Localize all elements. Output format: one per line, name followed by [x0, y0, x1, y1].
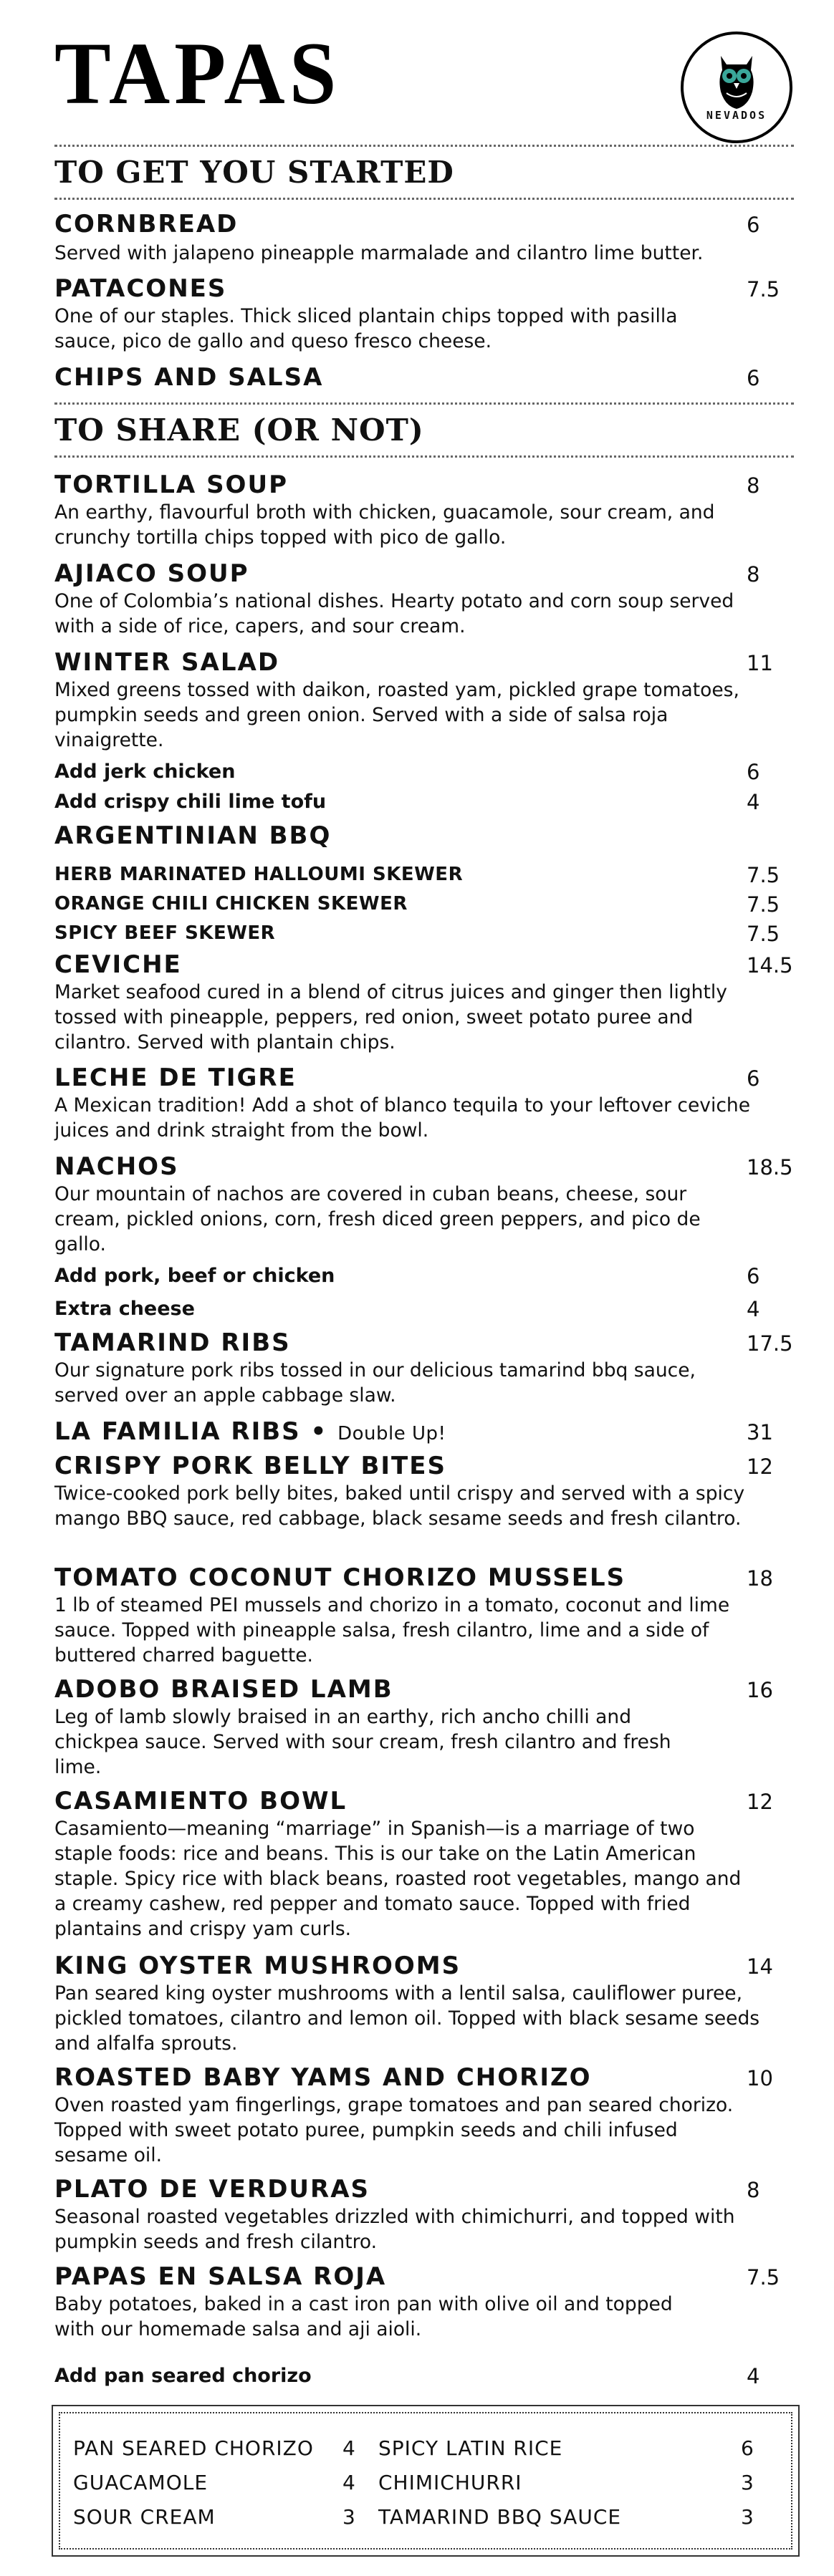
item-name: WINTER SALAD [54, 648, 280, 677]
item-name: TAMARIND RIBS [54, 1328, 291, 1357]
item-desc: Leg of lamb slowly braised in an earthy, rich ancho chilli and chickpea sauce. Served with sour cream, fresh cilantro and fresh lime. [54, 1706, 671, 1778]
item-desc: Served with jalapeno pineapple marmalade and cilantro lime butter. [54, 242, 704, 264]
item-price: 6 [747, 366, 760, 390]
item-desc: One of Colombia’s national dishes. Hearty potato and corn soup served with a side of rice, capers, and sour cream. [54, 590, 734, 637]
item-desc: Market seafood cured in a blend of citrus juices and ginger then lightly tossed with pineapple, peppers, red onion, sweet potato puree and cilantro. Served with plantain chips. [54, 981, 727, 1053]
addon-name: Add pan seared chorizo [54, 2365, 312, 2387]
item-price: 18 [747, 1566, 773, 1591]
item-desc: An earthy, flavourful broth with chicken, guacamole, sour cream, and crunchy tortilla chips topped with pico de gallo. [54, 501, 715, 549]
addon-name: Add jerk chicken [54, 761, 236, 783]
item-name-text: LA FAMILIA RIBS • [54, 1417, 328, 1446]
side-price: 3 [741, 2505, 754, 2529]
item-desc: Twice-cooked pork belly bites, baked until crispy and served with a spicy mango BBQ sauce, red cabbage, black sesame seeds and fresh cilantro. [54, 1482, 745, 1530]
item-desc: Seasonal roasted vegetables drizzled with chimichurri, and topped with pumpkin seeds and fresh cilantro. [54, 2206, 735, 2253]
item-price: 11 [747, 651, 773, 675]
side-price: 3 [342, 2505, 355, 2529]
addon-name: Add pork, beef or chicken [54, 1265, 335, 1287]
item-price: 4 [747, 2364, 760, 2388]
item-price: 6 [747, 213, 760, 237]
side-price: 3 [741, 2471, 754, 2494]
section-title: TO GET YOU STARTED [54, 155, 454, 190]
addon-name: Add crispy chili lime tofu [54, 791, 327, 813]
item-price: 14.5 [747, 953, 793, 978]
item-price: 7.5 [747, 2265, 780, 2290]
divider [54, 402, 794, 405]
side-name: CHIMICHURRI [378, 2471, 522, 2494]
item-price: 8 [747, 2178, 760, 2202]
side-price: 4 [342, 2436, 355, 2460]
addon-name: Extra cheese [54, 1298, 195, 1320]
item-name: CHIPS AND SALSA [54, 363, 324, 392]
divider [54, 455, 794, 458]
item-desc: One of our staples. Thick sliced plantain chips topped with pasilla sauce, pico de gallo and queso fresco cheese. [54, 305, 678, 352]
item-desc: Our mountain of nachos are covered in cuban beans, cheese, sour cream, pickled onions, corn, fresh diced green peppers, and pico de gallo. [54, 1183, 701, 1255]
skewer-name: ORANGE CHILI CHICKEN SKEWER [54, 893, 408, 915]
item-name: PATACONES [54, 274, 227, 303]
item-price: 18.5 [747, 1155, 793, 1180]
item-price: 8 [747, 473, 760, 498]
item-name: KING OYSTER MUSHROOMS [54, 1952, 461, 1980]
item-desc: Our signature pork ribs tossed in our delicious tamarind bbq sauce, served over an apple cabbage slaw. [54, 1359, 696, 1407]
owl-icon [684, 34, 790, 140]
item-price: 6 [747, 1264, 760, 1288]
item-price: 12 [747, 1790, 773, 1814]
side-name: SPICY LATIN RICE [378, 2436, 563, 2460]
item-price: 7.5 [747, 892, 780, 917]
item-price: 16 [747, 1678, 773, 1702]
item-price: 6 [747, 760, 760, 784]
item-price: 7.5 [747, 277, 780, 302]
item-price: 14 [747, 1954, 773, 1979]
divider [54, 145, 794, 147]
item-desc: Oven roasted yam fingerlings, grape tomatoes and pan seared chorizo. Topped with sweet potato puree, pumpkin seeds and chili infused sesame oil. [54, 2094, 734, 2166]
item-name: TOMATO COCONUT CHORIZO MUSSELS [54, 1563, 626, 1592]
item-name: ADOBO BRAISED LAMB [54, 1675, 393, 1704]
item-name: AJIACO SOUP [54, 559, 249, 588]
item-price: 17.5 [747, 1331, 793, 1356]
nevados-logo [681, 32, 792, 143]
item-note: Double Up! [337, 1423, 446, 1444]
item-name: CEVICHE [54, 950, 182, 979]
page-title: TAPAS [54, 24, 341, 123]
skewer-name: SPICY BEEF SKEWER [54, 922, 276, 944]
item-desc: Casamiento—meaning “marriage” in Spanish—is a marriage of two staple foods: rice and beans. This is our take on the Latin American staple. Spicy rice with black beans, roasted root vegetables, mango and a creamy cashew, red pepper and tomato sauce. Topped with fried plantains and crispy yam curls. [54, 1818, 742, 1940]
logo-text: NEVADOS [706, 109, 767, 122]
item-name: PLATO DE VERDURAS [54, 2175, 370, 2204]
item-name [54, 1419, 446, 1444]
side-name: SOUR CREAM [73, 2505, 216, 2529]
item-name: NACHOS [54, 1152, 179, 1181]
skewer-name: HERB MARINATED HALLOUMI SKEWER [54, 864, 464, 885]
divider [54, 198, 794, 200]
item-name: PAPAS EN SALSA ROJA [54, 2262, 387, 2291]
side-name: GUACAMOLE [73, 2471, 208, 2494]
item-price: 7.5 [747, 863, 780, 887]
item-name: CORNBREAD [54, 210, 239, 238]
item-name: ARGENTINIAN BBQ [54, 821, 332, 850]
item-price: 7.5 [747, 922, 780, 946]
item-price: 6 [747, 1066, 760, 1091]
section-title: TO SHARE (OR NOT) [54, 413, 424, 448]
item-name: TORTILLA SOUP [54, 471, 288, 499]
item-desc: A Mexican tradition! Add a shot of blanco tequila to your leftover ceviche juices and drink straight from the bowl. [54, 1094, 751, 1142]
item-desc: Baby potatoes, baked in a cast iron pan with olive oil and topped with our homemade salsa and aji aioli. [54, 2293, 673, 2340]
side-price: 6 [741, 2436, 754, 2460]
item-name: LECHE DE TIGRE [54, 1063, 297, 1092]
item-price: 8 [747, 562, 760, 587]
side-name: PAN SEARED CHORIZO [73, 2436, 314, 2460]
item-desc: Pan seared king oyster mushrooms with a lentil salsa, cauliflower puree, pickled tomatoes, cilantro and lemon oil. Topped with black sesame seeds and alfalfa sprouts. [54, 1982, 760, 2055]
item-desc: 1 lb of steamed PEI mussels and chorizo in a tomato, coconut and lime sauce. Topped with pineapple salsa, fresh cilantro, lime and a side of buttered charred baguette. [54, 1594, 730, 1666]
item-price: 12 [747, 1455, 773, 1479]
item-name: CRISPY PORK BELLY BITES [54, 1452, 446, 1480]
item-price: 4 [747, 790, 760, 814]
item-price: 10 [747, 2066, 773, 2090]
item-name: ROASTED BABY YAMS AND CHORIZO [54, 2063, 592, 2092]
sides-box [52, 2405, 800, 2557]
side-name: TAMARIND BBQ SAUCE [378, 2505, 622, 2529]
item-desc: Mixed greens tossed with daikon, roasted yam, pickled grape tomatoes, pumpkin seeds and green onion. Served with a side of salsa roja vinaigrette. [54, 679, 739, 751]
item-price: 4 [747, 1297, 760, 1321]
item-price: 31 [747, 1420, 773, 1444]
item-name: CASAMIENTO BOWL [54, 1787, 348, 1815]
side-price: 4 [342, 2471, 355, 2494]
